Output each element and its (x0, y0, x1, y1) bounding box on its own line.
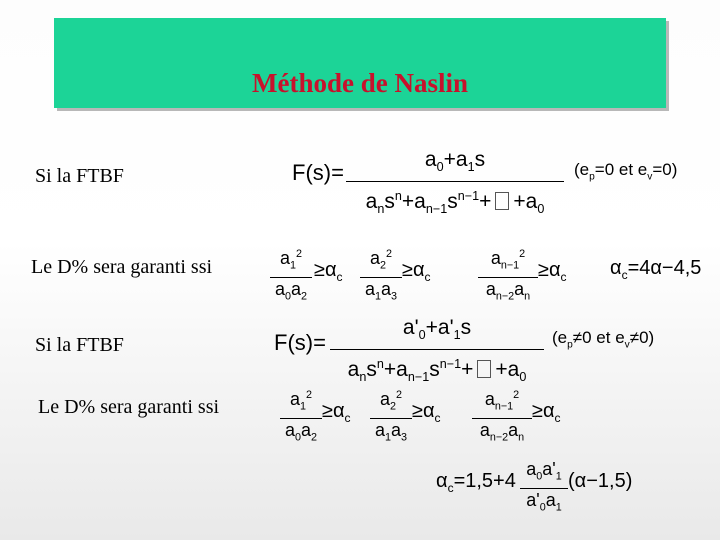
alpha-c-formula-1: $\alpha_c=4\alpha-4,5$ (610, 257, 702, 282)
ratio-1-a: $\frac{a_1^2}{a_0a_2}$ (270, 243, 312, 307)
transfer-function-1: $a_0+a_1s$ $a_ns^n+a_{n-1}s^{n-1}+ +a_0$ (346, 146, 564, 223)
ratio-2-n-cond: $\ge\alpha_c$ (532, 400, 561, 425)
ratio-1-n: $\frac{a_{n-1}^2}{a_{n-2}a_n}$ (478, 243, 538, 307)
fs-symbol-1: F(s)= (292, 160, 344, 185)
ratio-2-b: $\frac{a_2^2}{a_1a_3}$ (370, 384, 412, 448)
ftbf-label-1: Si la FTBF (35, 165, 124, 187)
ratio-2-b-cond: $\ge\alpha_c$ (412, 400, 441, 425)
ratio-1-b-cond: $\ge\alpha_c$ (402, 259, 431, 284)
condition-2: ($e_p\ne 0$ et $e_v\ne 0$) (552, 328, 655, 351)
garanti-label-2: Le D% sera garanti ssi (38, 396, 220, 418)
ftbf-label-2: Si la FTBF (35, 334, 124, 356)
fs-symbol-2: F(s)= (274, 330, 326, 355)
page-title: Méthode de Naslin (252, 68, 468, 98)
ratio-1-a-cond: $\ge\alpha_c$ (314, 259, 343, 284)
ratio-2-a: $\frac{a_1^2}{a_0a_2}$ (280, 384, 322, 448)
ratio-1-n-cond: $\ge\alpha_c$ (538, 259, 567, 284)
alpha-c-formula-2-lhs: $\alpha_c=1,5+4$ (436, 470, 516, 495)
transfer-function-2: $a'_0+a'_1s$ $a_ns^n+a_{n-1}s^{n-1}+ +a_0$ (330, 314, 544, 391)
alpha-c-formula-2-rhs: (α−1,5) (568, 470, 633, 492)
alpha-c-formula-2-frac: $\frac{a_0a'_1}{a'_0a_1}$ (520, 458, 568, 518)
title-banner (54, 18, 666, 108)
ratio-1-b: $\frac{a_2^2}{a_1a_3}$ (360, 243, 402, 307)
garanti-label-1: Le D% sera garanti ssi (31, 256, 213, 278)
ratio-2-n: $\frac{a_{n-1}^2}{a_{n-2}a_n}$ (472, 384, 532, 448)
condition-1: ($e_p=0$ et $e_v=0$) (574, 160, 678, 183)
ratio-2-a-cond: $\ge\alpha_c$ (322, 400, 351, 425)
